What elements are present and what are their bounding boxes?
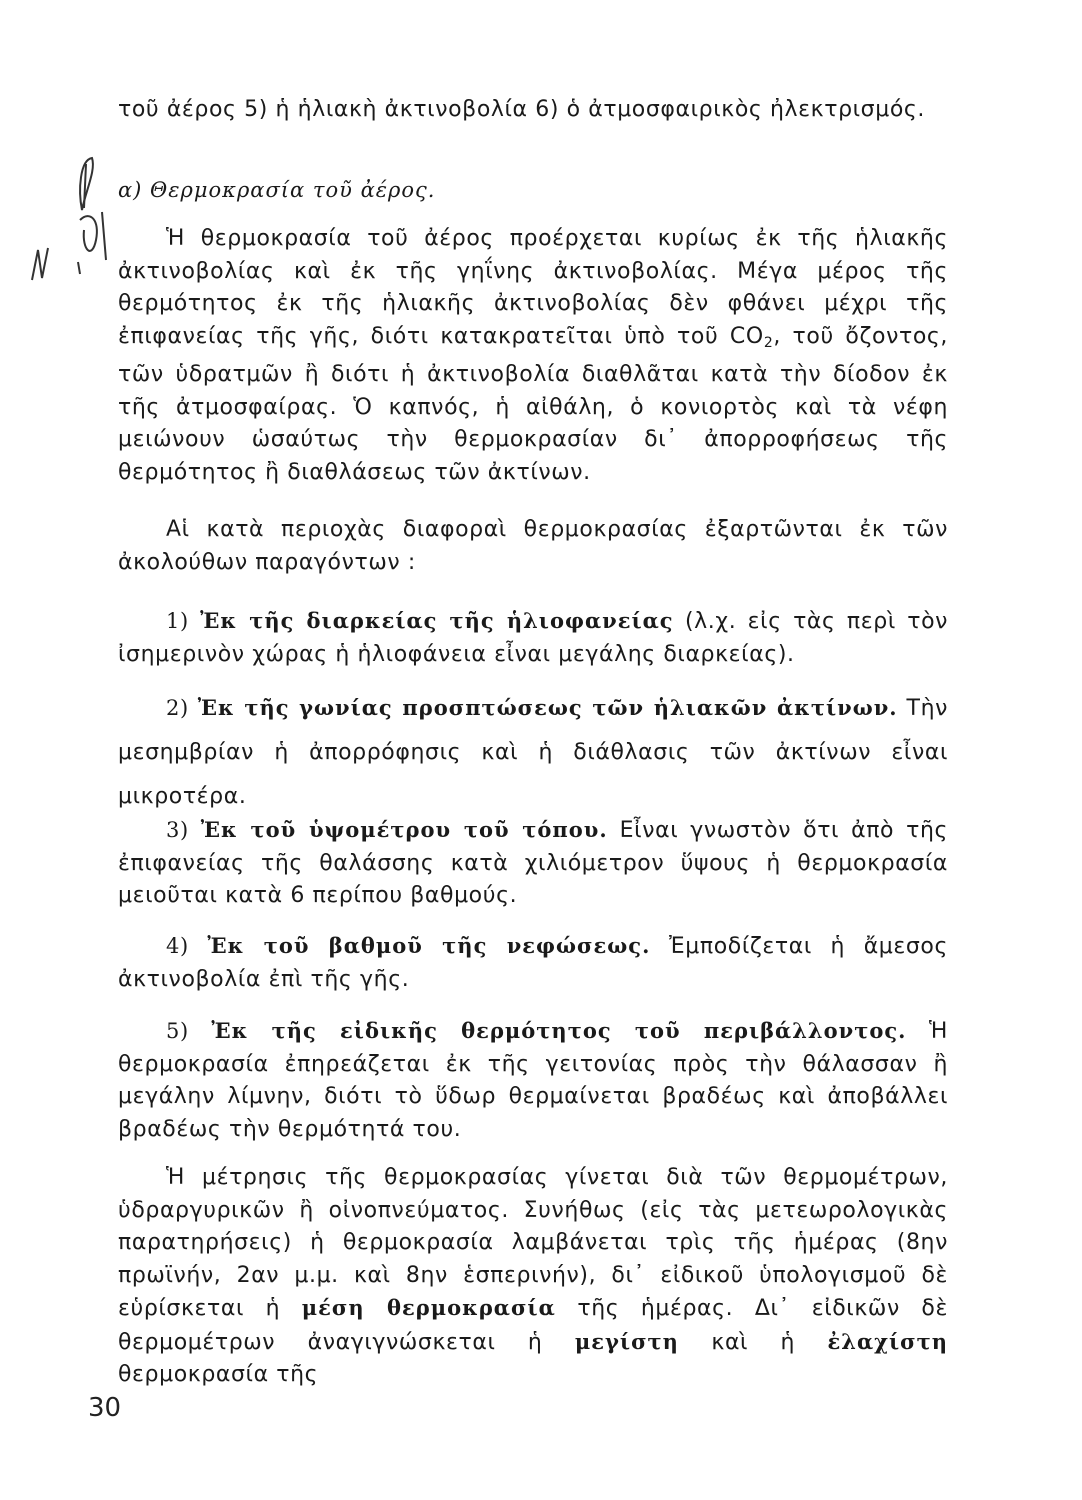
paragraph-2: Αἱ κατὰ περιοχὰς διαφοραὶ θερμοκρασίας ἐξαρτῶνται ἐκ τῶν ἀκολούθων παραγόντων : <box>118 517 948 575</box>
top-lines: τοῦ ἀέρος 5) ἡ ἡλιακὴ ἀκτινοβολία 6) ὁ ἀτμοσφαιρικὸς ἠλεκτρισμός. <box>118 97 925 122</box>
factor-2: 2) Ἐκ τῆς γωνίας προσπτώσεως τῶν ἡλιακῶν ἀκτίνων. Τὴν μεσημβρίαν ἡ ἀπορρόφησις καὶ ἡ διάθλασις τῶν ἀκτίνων εἶναι μικροτέρα. <box>118 695 949 809</box>
page-number: 30 <box>88 1393 122 1423</box>
factor-3: 3) Ἐκ τοῦ ὑψομέτρου τοῦ τόπου. Εἶναι γνωστὸν ὅτι ἀπὸ τῆς ἐπιφανείας τῆς θαλάσσης κατὰ χιλιόμετρον ὕψους ἡ θερμοκρασία μειοῦται κατὰ 6 περίπου βαθμούς. <box>118 817 949 908</box>
factor-1: 1) Ἐκ τῆς διαρκείας τῆς ἡλιοφανείας (λ.χ. εἰς τὰς περὶ τὸν ἰσημερινὸν χώρας ἡ ἡλιοφάνεια εἶναι μεγάλης διαρκείας). <box>118 608 949 667</box>
factor-5: 5) Ἐκ τῆς εἰδικῆς θερμότητος τοῦ περιβάλλοντος. Ἡ θερμοκρασία ἐπηρεάζεται ἐκ τῆς γειτονίας πρὸς τὴν θάλασσαν ἢ μεγάλην λίμνην, διότι τὸ ὕδωρ θερμαίνεται βραδέως καὶ ἀποβάλλει βραδέως τὴν θερμότητά του. <box>118 1018 949 1142</box>
paragraph-1: Ἡ θερμοκρασία τοῦ ἀέρος προέρχεται κυρίως ἐκ τῆς ἡλιακῆς ἀκτινοβολίας καὶ ἐκ τῆς γηΐνης ἀκτινοβολίας. Μέγα μέρος τῆς θερμότητος ἐκ τῆς ἡλιακῆς ἀκτινοβολίας δὲν φθάνει μέχρι τῆς ἐπιφανείας τῆς γῆς, διότι κατακρατεῖται ὑπὸ τοῦ $CO_2$, τοῦ ὄζοντος, τῶν ὑδρατμῶν ἢ διότι ἡ ἀκτινοβολία διαθλᾶται κατὰ τὴν δίοδον ἐκ τῆς ἀτμοσφαίρας. Ὁ καπνός, ἡ αἰθάλη, ὁ κονιορτὸς καὶ τὰ νέφη μειώνουν ὡσαύτως τὴν θερμοκρασίαν δι᾽ ἀπορροφήσεως τῆς θερμότητος ἢ διαθλάσεως τῶν ἀκτίνων. <box>118 226 948 485</box>
section-heading: α) Θερμοκρασία τοῦ ἀέρος. <box>118 178 436 202</box>
handwritten-margin-mark <box>20 150 130 290</box>
co2-formula: $CO_2$ <box>729 323 774 351</box>
factor-4: 4) Ἐκ τοῦ βαθμοῦ τῆς νεφώσεως. Ἐμποδίζεται ἡ ἄμεσος ἀκτινοβολία ἐπὶ τῆς γῆς. <box>118 933 949 992</box>
paragraph-3: Ἡ μέτρησις τῆς θερμοκρασίας γίνεται διὰ τῶν θερμομέτρων, ὑδραργυρικῶν ἢ οἰνοπνεύματος. Συνήθως (εἰς τὰς μετεωρολογικὰς παρατηρήσεις) ἡ θερμοκρασία λαμβάνεται τρὶς τῆς ἡμέρας (8ην πρωϊνήν, 2αν μ.μ. καὶ 8ην ἑσπερινήν), δι᾽ εἰδικοῦ ὑπολογισμοῦ δὲ εὑρίσκεται ἡ μέση θερμοκρασία τῆς ἡμέρας. Δι᾽ εἰδικῶν δὲ θερμομέτρων ἀναγιγνώσκεται ἡ μεγίστη καὶ ἡ ἐλαχίστη θερμοκρασία τῆς <box>118 1165 949 1387</box>
